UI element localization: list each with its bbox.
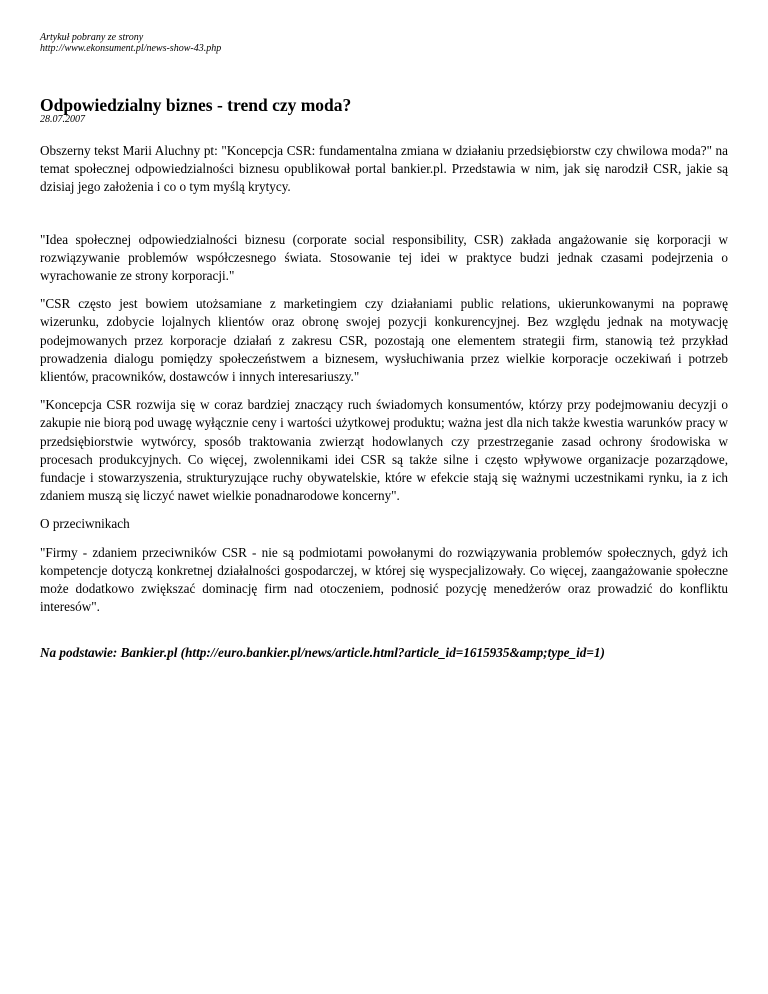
quote-paragraph-2: "CSR często jest bowiem utożsamiane z marketingiem czy działaniami public relations, ukierunkowanymi na poprawę wizerunku, zdobycie lojalnych klientów oraz obronę swojej pozycji konkurencyjnej. Bez względu jednak na motywację podejmowanych przez korporacje działań z zakresu CSR, pozostają one elementem strategii firm, stanowią też przykład prowadzenia dialogu pomiędzy społeczeństwem a biznesem, wysłuchiwania przez wielkie korporacje oczekiwań i potrzeb klientów, pracowników, dostawców i innych interesariuszy."	[40, 296, 728, 385]
article-date: 28.07.2007	[40, 114, 85, 125]
intro-paragraph: Obszerny tekst Marii Aluchny pt: "Koncepcja CSR: fundamentalna zmiana w działaniu przedsiębiorstw czy chwilowa moda?" na temat społecznej odpowiedzialności biznesu opublikował portal bankier.pl. Przedstawia w nim, jak się narodził CSR, jakie są dzisiaj jego założenia i co o tym myślą krytycy.	[40, 143, 728, 195]
quote-paragraph-4: "Firmy - zdaniem przeciwników CSR - nie są podmiotami powołanymi do rozwiązywania problemów społecznych, gdyż ich kompetencje dotyczą konkretnej działalności gospodarczej, w której się wyspecjalizowały. Co więcej, zaangażowanie społeczne może dodatkowo zwiększać dominację firm nad otoczeniem, podnosić pozycję menedżerów oraz prowadzić do konfliktu interesów".	[40, 544, 728, 615]
source-url: http://www.ekonsument.pl/news-show-43.php	[40, 43, 222, 54]
article-title: Odpowiedzialny biznes - trend czy moda?	[40, 95, 352, 115]
section-heading: O przeciwnikach	[40, 516, 130, 532]
source-footer: Na podstawie: Bankier.pl (http://euro.bankier.pl/news/article.html?article_id=1615935&amp;type_id=1)	[40, 645, 605, 661]
quote-paragraph-3: "Koncepcja CSR rozwija się w coraz bardziej znaczący ruch świadomych konsumentów, którzy przy podejmowaniu decyzji o zakupie nie biorą pod uwagę wyłącznie ceny i wartości użytkowej produktu; ważna jest dla nich także kwestia warunków pracy w przedsiębiorstwie wytwórcy, sposób traktowania zwierząt hodowlanych czy przestrzeganie zasad ochrony środowiska w procesach produkcyjnych. Co więcej, zwolennikami idei CSR są także silne i często wpływowe organizacje pozarządowe, fundacje i stowarzyszenia, strukturyzujące ruchy obywatelskie, które w efekcie stają się ważnymi uczestnikami rynku, ia z ich zdaniem muszą się liczyć nawet wielkie ponadnarodowe koncerny".	[40, 397, 728, 504]
document-page	[40, 32, 728, 662]
source-label: Artykuł pobrany ze strony	[40, 32, 144, 43]
quote-paragraph-1: "Idea społecznej odpowiedzialności biznesu (corporate social responsibility, CSR) zakłada angażowanie się korporacji w rozwiązywanie problemów współczesnego świata. Stosowanie tej idei w praktyce budzi jednak czasami podejrzenia o wyrachowanie ze strony korporacji."	[40, 231, 728, 284]
